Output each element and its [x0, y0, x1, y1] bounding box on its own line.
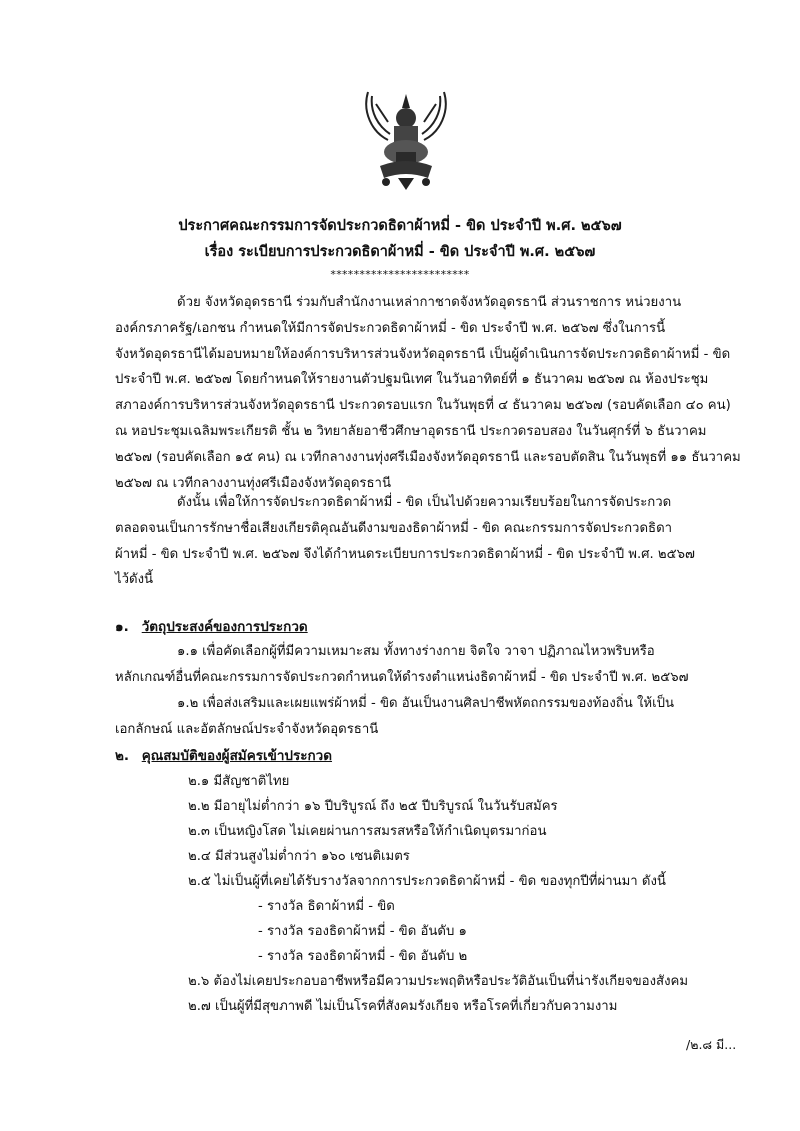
objective-item: ๑.๑ เพื่อคัดเลือกผู้ที่มีความเหมาะสม ทั้งทางร่างกาย จิตใจ วาจา ปฏิภาณไหวพริบหรือ — [177, 644, 655, 659]
award-item: - รางวัล รองธิดาผ้าหมี่ - ขิด อันดับ ๒ — [258, 949, 468, 964]
section-label: คุณสมบัติของผู้สมัครเข้าประกวด — [141, 748, 333, 764]
section-2-heading — [115, 744, 332, 766]
qualification-item: ๒.๔ มีส่วนสูงไม่ต่ำกว่า ๑๖๐ เซนติเมตร — [188, 849, 410, 864]
section-label: วัตถุประสงค์ของการประกวด — [141, 619, 308, 635]
objective-item-cont: เอกลักษณ์ และอัตลักษณ์ประจำจังหวัดอุดรธานี — [115, 722, 379, 737]
announcement-title: ประกาศคณะกรรมการจัดประกวดธิดาผ้าหมี่ - ขิด ประจำปี พ.ศ. ๒๕๖๗ — [178, 218, 622, 234]
award-item: - รางวัล รองธิดาผ้าหมี่ - ขิด อันดับ ๑ — [258, 924, 467, 939]
award-item: - รางวัล ธิดาผ้าหมี่ - ขิด — [258, 899, 395, 914]
purpose-line: ตลอดจนเป็นการรักษาชื่อเสียงเกียรติคุณอันดีงามของธิดาผ้าหมี่ - ขิด คณะกรรมการจัดประกวดธิดา — [115, 520, 673, 536]
intro-line: ๒๕๖๗ (รอบคัดเลือก ๑๕ คน) ณ เวทีกลางงานทุ่งศรีเมืองจังหวัดอุดรธานี และรอบตัดสิน ในวันพุธที่ ๑๑ ธันวาคม — [115, 449, 741, 465]
separator: ************************ — [330, 268, 470, 281]
page-continuation: /๒.๘ มี... — [686, 1037, 737, 1052]
qualification-item: ๒.๖ ต้องไม่เคยประกอบอาชีพหรือมีความประพฤติหรือประวัติอันเป็นที่น่ารังเกียจของสังคม — [188, 974, 689, 989]
intro-line: ประจำปี พ.ศ. ๒๕๖๗ โดยกำหนดให้รายงานตัวปฐมนิเทศ ในวันอาทิตย์ที่ ๑ ธันวาคม ๒๕๖๗ ณ ห้องประชุม — [115, 372, 709, 388]
purpose-line: ดังนั้น เพื่อให้การจัดประกวดธิดาผ้าหมี่ - ขิด เป็นไปด้วยความเรียบร้อยในการจัดประกวด — [177, 495, 672, 510]
intro-line: จังหวัดอุดรธานีได้มอบหมายให้องค์การบริหารส่วนจังหวัดอุดรธานี เป็นผู้ดำเนินการจัดประกวดธิดาผ้าหมี่ - ขิด — [115, 346, 731, 362]
section-number: ๒. — [115, 748, 130, 764]
qualification-item: ๒.๓ เป็นหญิงโสด ไม่เคยผ่านการสมรสหรือให้กำเนิดบุตรมาก่อน — [188, 824, 547, 839]
qualification-item: ๒.๗ เป็นผู้ที่มีสุขภาพดี ไม่เป็นโรคที่สังคมรังเกียจ หรือโรคที่เกี่ยวกับความงาม — [188, 999, 618, 1014]
garuda-emblem-icon — [358, 82, 454, 192]
announcement-subject: เรื่อง ระเบียบการประกวดธิดาผ้าหมี่ - ขิด ประจำปี พ.ศ. ๒๕๖๗ — [204, 244, 596, 260]
purpose-paragraph — [115, 490, 725, 593]
objective-item-cont: หลักเกณฑ์อื่นที่คณะกรรมการจัดประกวดกำหนดให้ดำรงตำแหน่งธิดาผ้าหมี่ - ขิด ประจำปี พ.ศ. ๒๕๖๗ — [115, 670, 689, 685]
intro-line: ๒๕๖๗ ณ เวทีกลางงานทุ่งศรีเมืองจังหวัดอุดรธานี — [115, 475, 391, 491]
purpose-line: ไว้ดังนี้ — [115, 572, 154, 588]
qualification-item: ๒.๒ มีอายุไม่ต่ำกว่า ๑๖ ปีบริบูรณ์ ถึง ๒๕ ปีบริบูรณ์ ในวันรับสมัคร — [188, 799, 558, 814]
objective-item: ๑.๒ เพื่อส่งเสริมและเผยแพร่ผ้าหมี่ - ขิด อันเป็นงานศิลปาชีพหัตถกรรมของท้องถิ่น ให้เป็น — [177, 696, 675, 711]
qualification-item: ๒.๕ ไม่เป็นผู้ที่เคยได้รับรางวัลจากการประกวดธิดาผ้าหมี่ - ขิด ของทุกปีที่ผ่านมา ดังนี้ — [188, 874, 666, 889]
section-number: ๑. — [115, 619, 129, 635]
intro-paragraph — [115, 290, 741, 496]
intro-line: องค์กรภาครัฐ/เอกชน กำหนดให้มีการจัดประกวดธิดาผ้าหมี่ - ขิด ประจำปี พ.ศ. ๒๕๖๗ ซึ่งในการนี้ — [115, 320, 666, 336]
section-1-heading — [115, 615, 308, 637]
intro-line: ณ หอประชุมเฉลิมพระเกียรติ ชั้น ๒ วิทยาลัยอาชีวศึกษาอุดรธานี ประกวดรอบสอง ในวันศุกร์ที่ ๖ ธันวาคม — [115, 423, 707, 439]
intro-line: สภาองค์การบริหารส่วนจังหวัดอุดรธานี ประกวดรอบแรก ในวันพุธที่ ๔ ธันวาคม ๒๕๖๗ (รอบคัดเลือก ๔๐ คน) — [115, 398, 731, 414]
qualification-item: ๒.๑ มีสัญชาติไทย — [188, 774, 290, 789]
intro-line: ด้วย จังหวัดอุดรธานี ร่วมกับสำนักงานเหล่ากาชาดจังหวัดอุดรธานี ส่วนราชการ หน่วยงาน — [177, 295, 682, 310]
purpose-line: ผ้าหมี่ - ขิด ประจำปี พ.ศ. ๒๕๖๗ จึงได้กำหนดระเบียบการประกวดธิดาผ้าหมี่ - ขิด ประจำปี พ.ศ. ๒๕๖๗ — [115, 546, 695, 562]
